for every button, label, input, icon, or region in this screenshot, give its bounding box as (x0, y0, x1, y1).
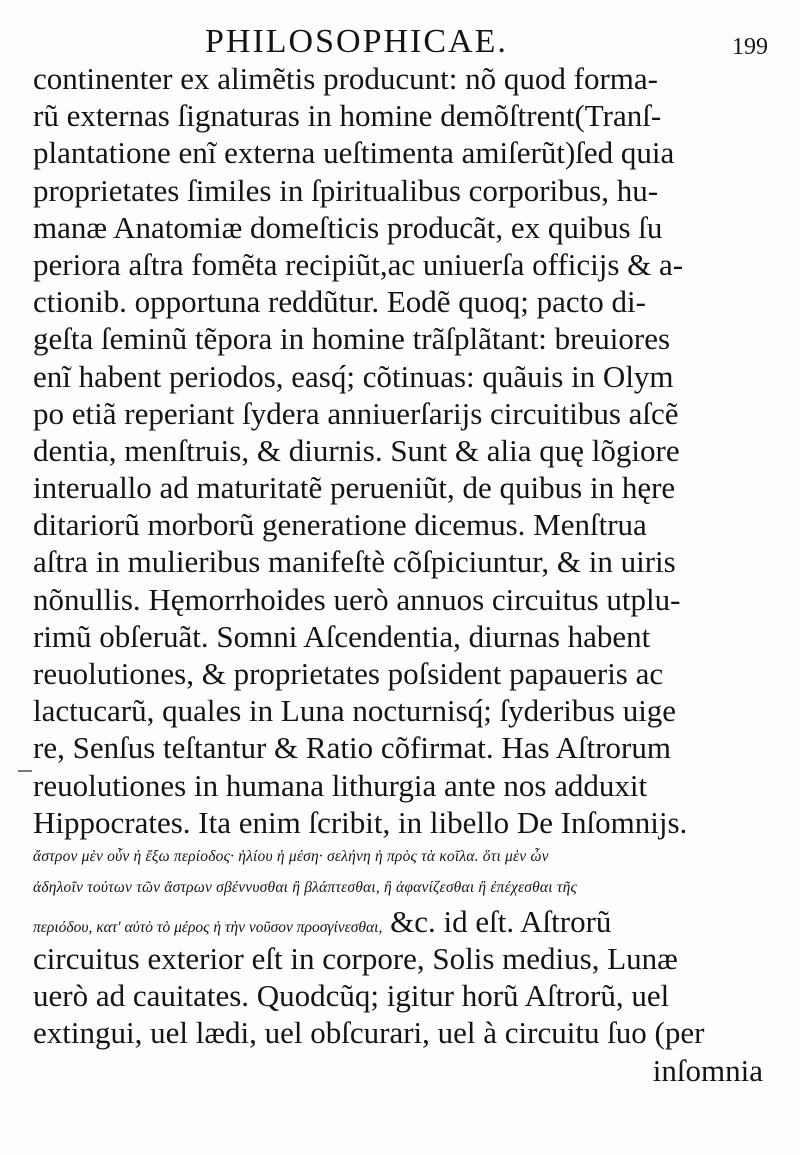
text-line: interuallo ad maturitatẽ perueniũt, de quibus in hęre (33, 470, 676, 506)
text-line: periora aſtra fomẽta recipiũt,ac uniuerſa officijs & a- (33, 246, 684, 282)
text-line: Hippocrates. Ita enim ſcribit, in libello De Inſomnijs. (33, 804, 688, 840)
text-line: re, Senſus teſtantur & Ratio cõfirmat. Has Aſtrorum (33, 730, 671, 766)
greek-quotation-end: περιόδου, κατ' αὐτὸ τὸ μέρος ἡ τὴν νοῦσον προσγίνεσθαι, (33, 918, 383, 936)
greek-latin-line (33, 903, 773, 940)
page-number: 199 (732, 34, 768, 60)
text-line: enĩ habent periodos, easq́; cõtinuas: quãuis in Olym (33, 358, 674, 394)
text-line: rimũ obſeruãt. Somni Aſcendentia, diurnas habent (33, 618, 651, 654)
text-line: circuitus exterior eſt in corpore, Solis medius, Lunæ (33, 940, 678, 976)
text-line: nõnullis. Hęmorrhoides uerò annuos circuitus utplu- (33, 581, 681, 617)
catchword: inſomnia (652, 1052, 763, 1088)
text-line: uerò ad cauitates. Quodcũq; igitur horũ Aſtrorũ, uel (33, 978, 670, 1014)
text-line: continenter ex alimẽtis producunt: nõ quod forma- (33, 61, 658, 96)
text-line: dentia, menſtruis, & diurnis. Sunt & alia quę lõgiore (33, 432, 680, 468)
ink-smudge (18, 770, 32, 772)
text-line: aſtra in mulieribus manifeſtè cõſpiciuntur, & in uiris (33, 544, 676, 580)
latin-translation-start: &c. id eſt. Aſtrorũ (390, 903, 612, 939)
greek-quotation-line: ἀδηλοῖν τούτων τῶν ἄστρων σβέννυσθαι ἢ βλάπτεσθαι, ἢ ἀφανίζεσθαι ἢ ἐπέχεσθαι τῆς (33, 878, 577, 896)
text-line: rũ externas ſignaturas in homine demõſtrent(Tranſ- (33, 98, 662, 134)
text-body (33, 60, 773, 1089)
text-line: lactucarũ, quales in Luna nocturnisq́; ſyderibus uige (33, 693, 677, 729)
text-line: geſta ſeminũ tẽpora in homine trãſplãtant: breuiores (33, 321, 671, 357)
text-line: ditariorũ morborũ generatione dicemus. Menſtrua (33, 507, 647, 543)
text-line: reuolutiones in humana lithurgia ante nos adduxit (33, 767, 648, 803)
text-line: extingui, uel lædi, uel obſcurari, uel à circuitu ſuo (per (33, 1015, 705, 1051)
text-line: reuolutiones, & proprietates poſsident papaueris ac (33, 656, 664, 691)
text-line: po etiã reperiant ſydera anniuerſarijs circuitibus aſcẽ (33, 395, 679, 431)
text-line: proprietates ſimiles in ſpiritualibus corporibus, hu- (33, 172, 659, 208)
text-line: manæ Anatomiæ domeſticis producãt, ex quibus ſu (33, 209, 663, 245)
greek-quotation-line: ἄστρον μὲν οὖν ἡ ἔξω περίοδος· ἡλίου ἡ μέση· σελήνη ἡ πρὸς τὰ κοῖλα. ὅτι μὲν ὦν (33, 847, 549, 865)
running-head: PHILOSOPHICAE. (205, 23, 508, 60)
text-line: plantatione enĩ externa ueſtimenta amiſerũt)ſed quia (33, 135, 675, 171)
text-line: ctionib. opportuna reddũtur. Eodẽ quoq; pacto di- (33, 284, 646, 320)
